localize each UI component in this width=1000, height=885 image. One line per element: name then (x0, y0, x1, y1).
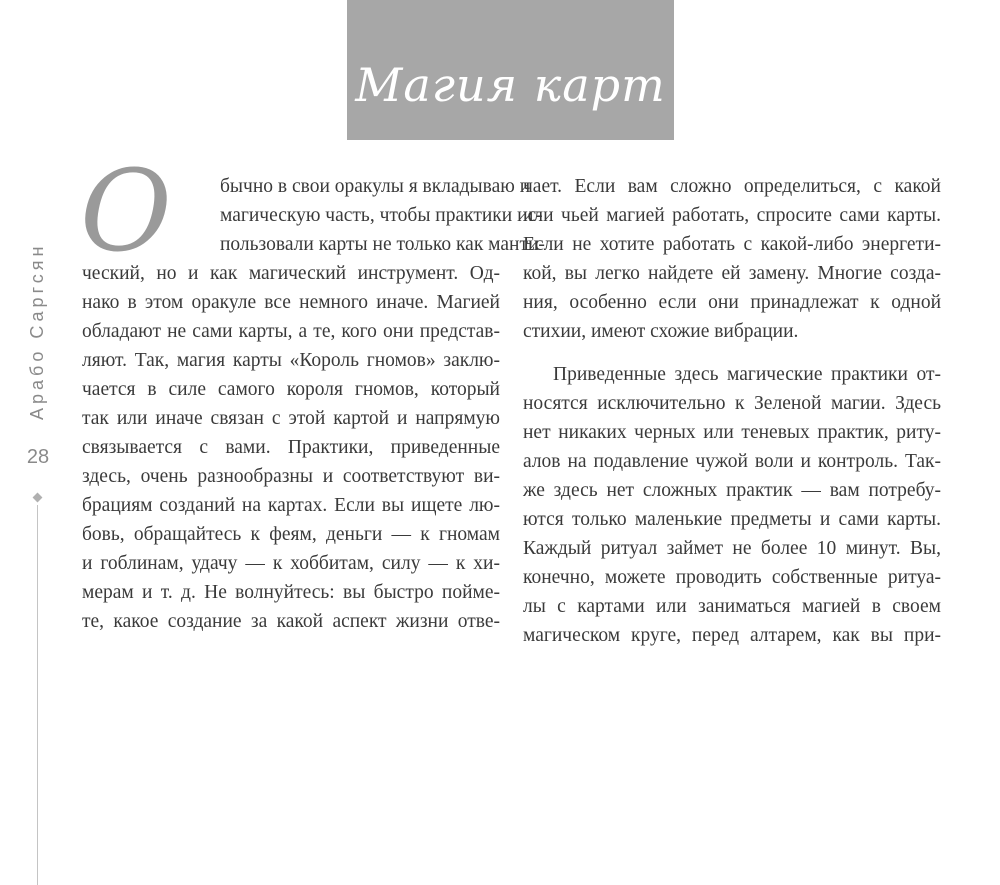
text-line: магическую часть, чтобы практики ис- (220, 205, 543, 226)
left-column (82, 172, 545, 636)
text-line: Приведенные здесь магические практики от- (553, 364, 941, 385)
text-line: конечно, можете проводить собственные ритуа- (523, 567, 941, 588)
text-line: чает. Если вам сложно определиться, с какой (523, 176, 941, 197)
text-line: связывается с вами. Практики, приведенные (82, 437, 500, 458)
text-line: стихии, имеют схожие вибрации. (523, 321, 799, 342)
text-line: чается в силе самого короля гномов, который (82, 379, 500, 400)
text-line: обладают не сами карты, а те, кого они представ- (82, 321, 500, 342)
text-line: или чьей магией работать, спросите сами карты. (523, 205, 941, 226)
text-line: нет никаких черных или теневых практик, риту- (523, 422, 941, 443)
text-line: же здесь нет сложных практик — вам потребу- (523, 480, 941, 501)
text-line: магическом круге, перед алтарем, как вы при- (523, 625, 941, 646)
paragraph-gap (523, 346, 941, 360)
text-line: те, какое создание за какой аспект жизни отве- (82, 611, 500, 632)
drop-cap: О (80, 147, 172, 277)
text-line: бовь, обращайтесь к феям, деньги — к гномам (82, 524, 500, 545)
text-line: носятся исключительно к Зеленой магии. Здесь (523, 393, 941, 414)
text-line: лы с картами или заниматься магией в своем (523, 596, 941, 617)
text-line: ляют. Так, магия карты «Король гномов» заклю- (82, 350, 500, 371)
text-line: мерам и т. д. Не волнуйтесь: вы быстро пойме- (82, 582, 500, 603)
text-line: ния, особенно если они принадлежат к одной (523, 292, 941, 313)
text-line: здесь, очень разнообразны и соответствуют ви- (82, 466, 500, 487)
running-author: Арабо Саргсян (27, 242, 47, 420)
text-line: нако в этом оракуле все немного иначе. Магией (82, 292, 500, 313)
diamond-ornament-icon (33, 493, 43, 503)
page-number: 28 (26, 446, 50, 468)
text-line: кой, вы легко найдете ей замену. Многие созда- (523, 263, 941, 284)
chapter-title-banner (347, 0, 674, 140)
text-line: ческий, но и как магический инструмент. Од- (82, 263, 500, 284)
text-line: Если не хотите работать с какой-либо энергети- (523, 234, 941, 255)
text-line: и гоблинам, удачу — к хоббитам, силу — к хи- (82, 553, 500, 574)
text-line: брациям созданий на картах. Если вы ищете лю- (82, 495, 500, 516)
side-rail (25, 230, 51, 650)
text-line: алов на подавление чужой воли и контроль. Так- (523, 451, 941, 472)
text-line: так или иначе связан с этой картой и напрямую (82, 408, 500, 429)
rail-divider (37, 505, 38, 885)
right-column (523, 172, 941, 650)
chapter-title: Магия карт (355, 58, 666, 112)
text-line: Каждый ритуал займет не более 10 минут. Вы, (523, 538, 941, 559)
text-line: пользовали карты не только как манти- (220, 234, 545, 255)
text-line: бычно в свои оракулы я вкладываю и (220, 176, 531, 197)
text-line: ются только маленькие предметы и сами карты. (523, 509, 941, 530)
